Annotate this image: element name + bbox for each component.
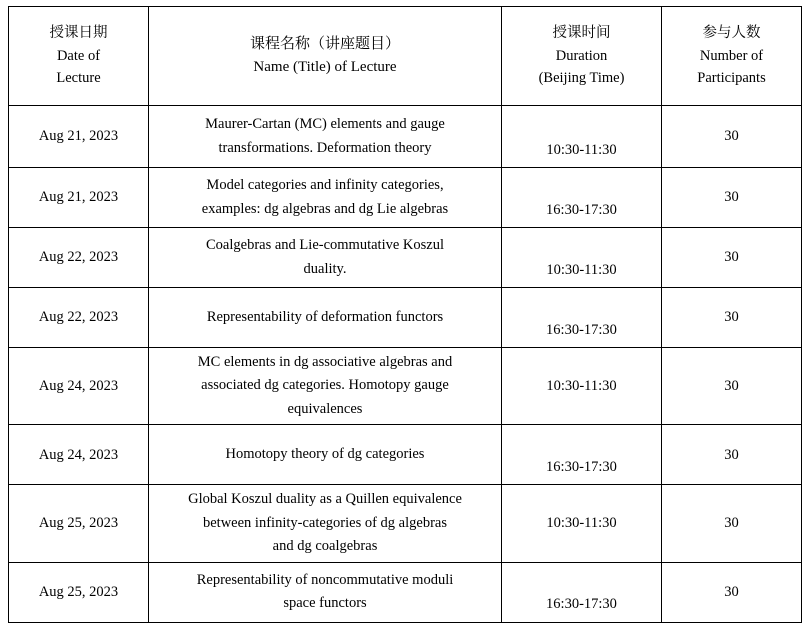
cell-participants: 30 — [662, 425, 802, 485]
lecture-name-line: transformations. Deformation theory — [218, 139, 432, 156]
lecture-name-line: between infinity-categories of dg algebras — [203, 514, 447, 531]
lecture-name-line: Representability of noncommutative moduli — [196, 571, 454, 588]
column-header-name-en1: Name (Title) of Lecture — [253, 59, 397, 75]
column-header-name — [149, 7, 502, 106]
column-header-duration-cn: 授课时间 — [552, 25, 611, 42]
cell-duration: 16:30-17:30 — [502, 288, 662, 348]
cell-participants: 30 — [662, 288, 802, 348]
cell-duration: 16:30-17:30 — [502, 562, 662, 622]
cell-date: Aug 22, 2023 — [9, 288, 149, 348]
cell-date: Aug 22, 2023 — [9, 228, 149, 288]
cell-duration: 10:30-11:30 — [502, 228, 662, 288]
column-header-date-en2: Lecture — [56, 70, 101, 87]
table-row — [9, 288, 802, 348]
cell-date: Aug 21, 2023 — [9, 168, 149, 228]
cell-participants: 30 — [662, 348, 802, 425]
lecture-name-line: Coalgebras and Lie-commutative Koszul — [206, 237, 444, 254]
column-header-participants — [662, 7, 802, 106]
cell-lecture-name — [149, 562, 502, 622]
column-header-participants-en2: Participants — [697, 70, 766, 87]
column-header-date-en1: Date of — [56, 47, 101, 64]
table-row — [9, 425, 802, 485]
lecture-name-line: MC elements in dg associative algebras and — [197, 354, 453, 370]
column-header-duration-en1: Duration — [555, 47, 608, 64]
lecture-name-line: associated dg categories. Homotopy gauge — [201, 377, 449, 394]
table-row — [9, 106, 802, 168]
table-row — [9, 228, 802, 288]
column-header-date-cn: 授课日期 — [49, 25, 108, 42]
column-header-duration-en2: (Beijing Time) — [538, 70, 625, 87]
cell-duration: 10:30-11:30 — [502, 106, 662, 168]
cell-lecture-name — [149, 348, 502, 425]
cell-lecture-name — [149, 168, 502, 228]
table-row — [9, 485, 802, 562]
cell-participants: 30 — [662, 228, 802, 288]
cell-participants: 30 — [662, 106, 802, 168]
column-header-name-cn: 课程名称（讲座题目） — [249, 35, 400, 52]
lecture-name-line: Representability of deformation functors — [206, 308, 444, 325]
cell-lecture-name — [149, 228, 502, 288]
cell-duration: 16:30-17:30 — [502, 425, 662, 485]
table-row — [9, 168, 802, 228]
lecture-name-line: space functors — [283, 595, 367, 612]
cell-lecture-name — [149, 425, 502, 485]
column-header-participants-cn: 参与人数 — [702, 25, 761, 42]
lecture-schedule-table — [8, 6, 802, 623]
table-header — [9, 7, 802, 106]
cell-date: Aug 21, 2023 — [9, 106, 149, 168]
lecture-name-line: examples: dg algebras and dg Lie algebras — [201, 200, 449, 217]
table-body — [9, 106, 802, 623]
cell-duration: 10:30-11:30 — [502, 485, 662, 562]
cell-lecture-name — [149, 485, 502, 562]
column-header-duration — [502, 7, 662, 106]
column-header-participants-en1: Number of — [699, 47, 764, 64]
lecture-name-line: Global Koszul duality as a Quillen equivalence — [188, 491, 462, 508]
table-row — [9, 348, 802, 425]
cell-lecture-name — [149, 106, 502, 168]
cell-date: Aug 24, 2023 — [9, 348, 149, 425]
table-row — [9, 562, 802, 622]
lecture-name-line: Maurer-Cartan (MC) elements and gauge — [205, 116, 445, 133]
cell-date: Aug 24, 2023 — [9, 425, 149, 485]
cell-participants: 30 — [662, 168, 802, 228]
cell-participants: 30 — [662, 485, 802, 562]
cell-date: Aug 25, 2023 — [9, 562, 149, 622]
lecture-name-line: Model categories and infinity categories, — [206, 177, 444, 194]
cell-duration: 16:30-17:30 — [502, 168, 662, 228]
lecture-name-line: Homotopy theory of dg categories — [225, 446, 425, 463]
lecture-name-line: equivalences — [287, 400, 363, 417]
lecture-name-line: duality. — [303, 260, 347, 277]
cell-lecture-name — [149, 288, 502, 348]
column-header-date — [9, 7, 149, 106]
lecture-name-line: and dg coalgebras — [272, 538, 378, 555]
header-row — [9, 7, 802, 106]
cell-participants: 30 — [662, 562, 802, 622]
cell-duration: 10:30-11:30 — [502, 348, 662, 425]
cell-date: Aug 25, 2023 — [9, 485, 149, 562]
